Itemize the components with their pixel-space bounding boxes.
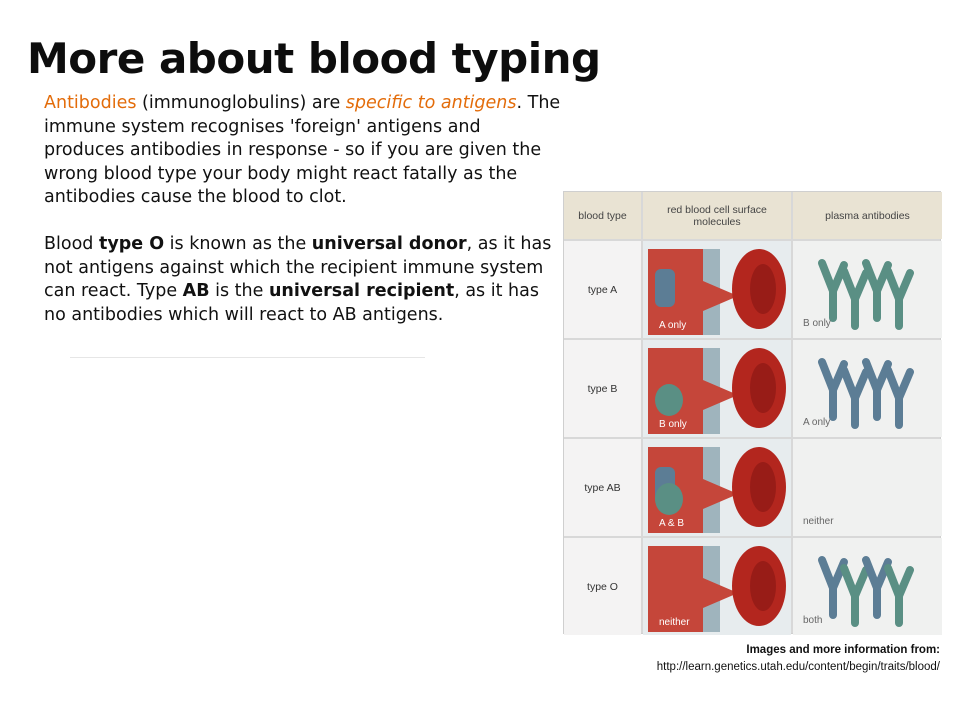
para2-text-e: , as it has no antibodies which will react to AB antigens. [44,281,539,325]
red-cell-surface-cell [643,340,791,437]
antibody-label: neither [803,516,834,527]
header-plasma: plasma antibodies [793,192,942,239]
red-cell-surface-cell [643,538,791,635]
source-credit [560,642,940,676]
blood-type-table [564,192,940,633]
header-blood-type: blood type [564,192,641,239]
antibody-label: A only [803,417,831,428]
text-underline-divider [70,357,425,358]
antigen-b-shape [655,483,683,515]
blood-type-figure [563,191,941,634]
antigen-label: B only [659,419,687,430]
antibodies-term: Antibodies [44,93,137,113]
para2-text-c: , as it has not antigens against which the recipient immune system can react. Type [44,234,552,301]
universal-recipient-term: universal recipient [268,281,455,301]
source-heading: Images and more information from: [746,644,940,656]
universal-donor-term: universal donor [311,234,467,254]
para2-text-b: is known as the [164,234,312,254]
row-blood-type: type A [564,241,641,338]
row-blood-type: type O [564,538,641,635]
plasma-antibodies-cell [793,538,942,635]
paragraph-antibodies [44,92,564,210]
plasma-antibodies-cell [793,439,942,536]
para2-text-d: is the [209,281,269,301]
red-cell-surface-cell [643,439,791,536]
plasma-antibodies-cell [793,241,942,338]
row-blood-type: type AB [564,439,641,536]
para1-text-b: . The immune system recognises 'foreign' antigens and produces antibodies in response - so if you are given the wrong blood type your body might react fatally as the antibodies cause the blood to clot. [44,93,561,207]
red-cell-surface-cell [643,241,791,338]
para2-text-a: Blood [44,234,99,254]
body-text [44,92,564,327]
antigen-b-shape [655,384,683,416]
source-url: http://learn.genetics.utah.edu/content/begin/traits/blood/ [656,661,940,673]
slide-title: More about blood typing [27,34,601,83]
ab-term: AB [182,281,210,301]
paragraph-universal [44,233,564,327]
antibody-label: both [803,615,823,626]
row-blood-type: type B [564,340,641,437]
antigen-a-shape [655,269,675,307]
specific-to-antigens-term: specific to antigens [345,93,517,113]
antigen-label: A & B [659,518,685,529]
plasma-antibodies-cell [793,340,942,437]
antibody-label: B only [803,318,831,329]
type-o-term: type O [98,234,165,254]
antigen-label: neither [659,617,690,628]
header-red-cell: red blood cell surface molecules [643,192,791,239]
antigen-label: A only [659,320,687,331]
para1-text-a: (immunoglobulins) are [136,93,346,113]
